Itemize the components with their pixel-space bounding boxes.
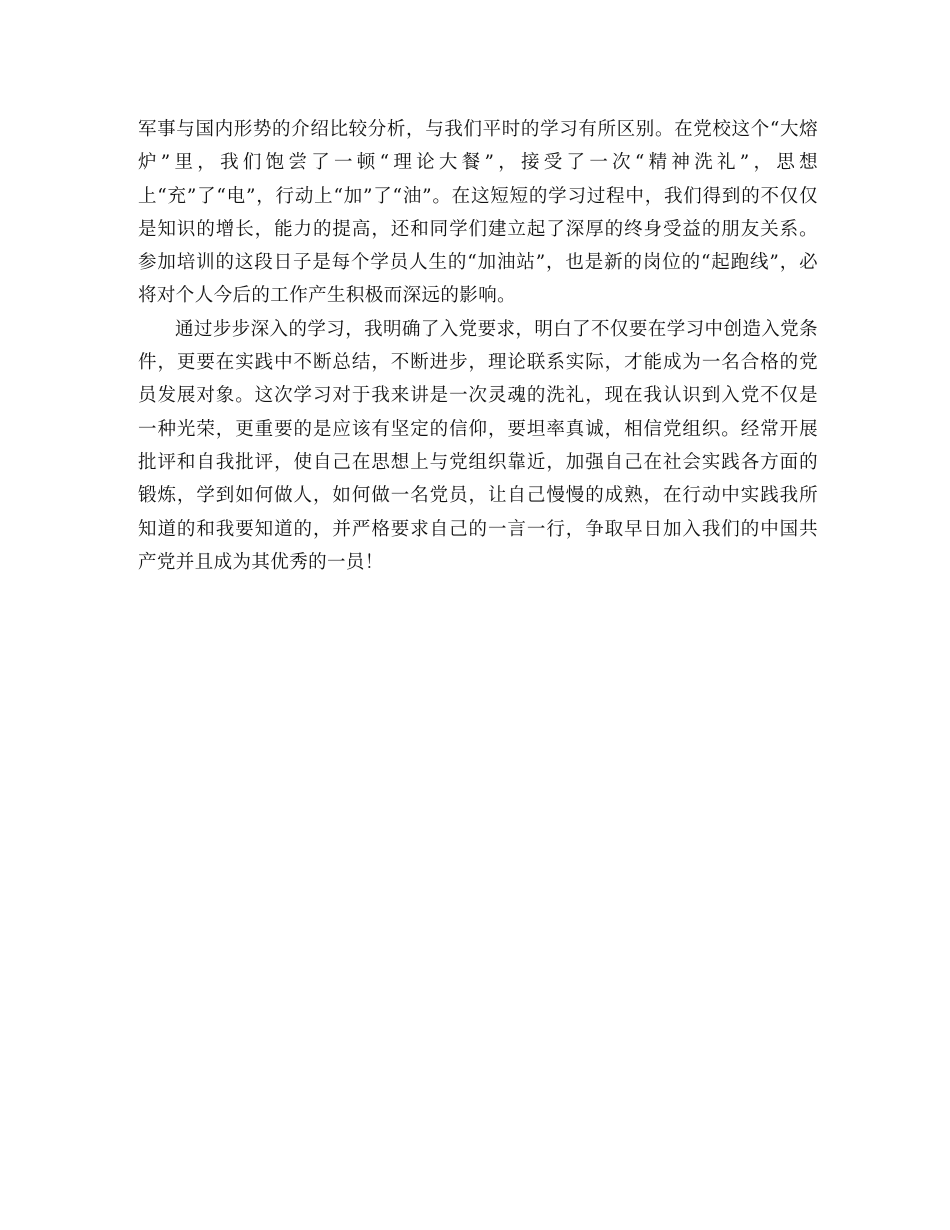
paragraph-continuation: 军事与国内形势的介绍比较分析，与我们平时的学习有所区别。在党校这个“大熔炉”里，我们饱尝了一顿“理论大餐”，接受了一次“精神洗礼”，思想上“充”了“电”，行动上“加”了“油”。在这短短的学习过程中，我们得到的不仅仅是知识的增长，能力的提高，还和同学们建立起了深厚的终身受益的朋友关系。参加培训的这段日子是每个学员人生的“加油站”，也是新的岗位的“起跑线”，必将对个人今后的工作产生积极而深远的影响。 <box>138 119 818 307</box>
paragraph-conclusion: 通过步步深入的学习，我明确了入党要求，明白了不仅要在学习中创造入党条件，更要在实践中不断总结，不断进步，理论联系实际，才能成为一名合格的党员发展对象。这次学习对于我来讲是一次灵魂的洗礼，现在我认识到入党不仅是一种光荣，更重要的是应该有坚定的信仰，要坦率真诚，相信党组织。经常开展批评和自我批评，使自己在思想上与党组织靠近，加强自己在社会实践各方面的锻炼，学到如何做人，如何做一名党员，让自己慢慢的成熟，在行动中实践我所知道的和我要知道的，并严格要求自己的一言一行，争取早日加入我们的中国共产党并且成为其优秀的一员！ <box>138 318 818 573</box>
document-body <box>138 113 818 579</box>
